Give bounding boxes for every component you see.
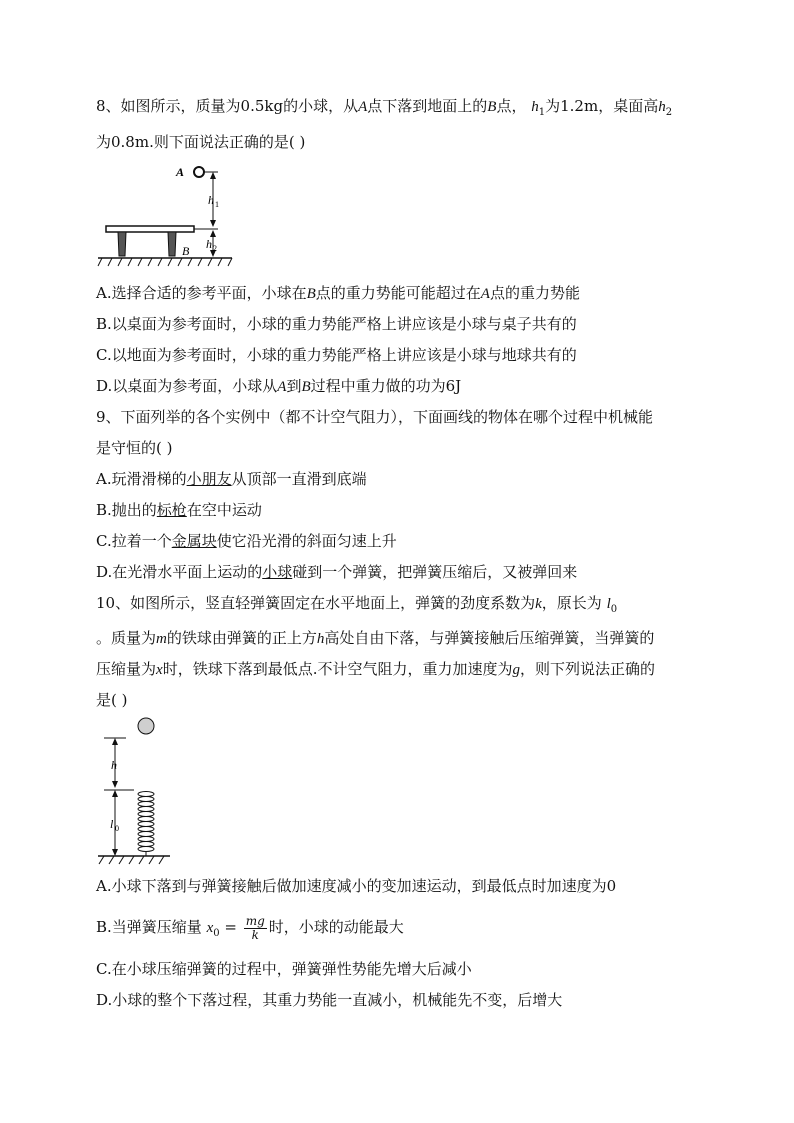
arrow-up-icon: [112, 738, 118, 745]
q8-stem-line2: 为0.8m.则下面说法正确的是( ): [96, 133, 306, 151]
fig-label-l-sub: 0: [115, 824, 119, 833]
text: 时，铁球下落到最低点.不计空气阻力，重力加速度为: [162, 660, 513, 678]
var-A: A: [480, 286, 490, 302]
q10-option-a[interactable]: A.小球下落到与弹簧接触后做加速度减小的变加速运动，到最低点时加速度为0: [96, 877, 617, 895]
q8-option-a[interactable]: [96, 283, 580, 304]
text: 过程中重力做的功为6J: [310, 377, 462, 395]
text: B.当弹簧压缩量: [96, 918, 202, 936]
ball-icon: [194, 167, 204, 177]
q9-stem-line1: 9、下面列举的各个实例中（都不计空气阻力），下面画线的物体在哪个过程中机械能: [96, 408, 654, 426]
var-k: k: [535, 596, 542, 612]
fig-label-l: l: [110, 817, 114, 831]
q10-option-c[interactable]: C.在小球压缩弹簧的过程中，弹簧弹性势能先增大后减小: [96, 960, 472, 978]
underlined-object: 小朋友: [186, 470, 232, 488]
var-l: l: [606, 596, 611, 612]
q8-text: 点，: [496, 97, 527, 115]
var-x-sub: 0: [213, 928, 220, 939]
q8-figure: [96, 160, 246, 272]
var-h2: h: [658, 99, 666, 115]
equals-sign: =: [219, 918, 242, 936]
var-m: m: [156, 631, 167, 647]
var-B: B: [301, 379, 311, 395]
underlined-object: 金属块: [171, 532, 217, 550]
var-A: A: [358, 99, 368, 115]
text: 高处自由下落，与弹簧接触后压缩弹簧，当弹簧的: [324, 629, 655, 647]
text: 。质量为: [96, 629, 157, 647]
fig-label-h1: h: [208, 193, 214, 207]
var-l-sub: 0: [610, 604, 618, 615]
text: 点的重力势能可能超过在: [315, 284, 481, 302]
q10-stem-line4: 是( ): [96, 691, 128, 709]
underlined-object: 小球: [262, 563, 293, 581]
q8-text: 8、如图所示，质量为0.5kg的小球，从: [96, 97, 359, 115]
text: 碰到一个弹簧，把弹簧压缩后，又被弹回来: [292, 563, 578, 581]
fig-label-h1-sub: 1: [215, 200, 219, 209]
q10-figure: [96, 714, 176, 866]
q9-option-c[interactable]: [96, 531, 397, 551]
q10-option-b[interactable]: [96, 912, 404, 949]
text: 10、如图所示，竖直轻弹簧固定在水平地面上，弹簧的劲度系数为: [96, 594, 536, 612]
table-top: [106, 226, 194, 232]
q10-stem-line2: [96, 628, 654, 649]
fig-label-h2-sub: 2: [213, 244, 217, 253]
text: D.在光滑水平面上运动的: [96, 563, 263, 581]
text: B.抛出的: [96, 501, 157, 519]
var-h1: h: [531, 99, 539, 115]
q8-option-c[interactable]: C.以地面为参考面时，小球的重力势能严格上讲应该是小球与地球共有的: [96, 346, 577, 364]
arrow-up-icon: [210, 172, 216, 179]
spring-icon: [138, 792, 154, 857]
text: ，则下列说法正确的: [519, 660, 655, 678]
q8-option-d[interactable]: [96, 376, 461, 397]
var-h2-sub: 2: [665, 107, 673, 118]
table-leg-right: [168, 232, 176, 256]
q8-text: 点下落到地面上的: [367, 97, 488, 115]
text: 在空中运动: [186, 501, 262, 519]
ground-hatch: [99, 856, 164, 864]
var-h1-sub: 1: [538, 107, 546, 118]
arrow-down-icon: [112, 781, 118, 788]
fraction-mg-over-k: [244, 915, 267, 942]
fig-label-h2: h: [206, 237, 212, 251]
q9-option-b[interactable]: [96, 500, 262, 520]
underlined-object: 标枪: [156, 501, 187, 519]
q9-option-a[interactable]: [96, 469, 367, 489]
table-leg-left: [118, 232, 126, 256]
ground-hatch: [98, 258, 232, 266]
text: D.以桌面为参考面，小球从: [96, 377, 278, 395]
var-B: B: [306, 286, 316, 302]
var-x: x: [206, 920, 214, 936]
arrow-down-icon: [112, 849, 118, 856]
text: A.玩滑滑梯的: [96, 470, 187, 488]
text: A.选择合适的参考平面，小球在: [96, 284, 307, 302]
q8-option-b[interactable]: B.以桌面为参考面时，小球的重力势能严格上讲应该是小球与桌子共有的: [96, 315, 577, 333]
text: 到: [286, 377, 302, 395]
text: 的铁球由弹簧的正上方: [166, 629, 317, 647]
var-B: B: [487, 99, 497, 115]
q10-stem-line3: [96, 659, 655, 680]
arrow-up-icon: [210, 230, 216, 237]
text: C.拉着一个: [96, 532, 172, 550]
arrow-up-icon: [112, 790, 118, 797]
text: 点的重力势能: [489, 284, 580, 302]
text: 从顶部一直滑到底端: [231, 470, 367, 488]
ball-icon: [138, 718, 154, 734]
q10-stem-line1: [96, 593, 617, 620]
q9-option-d[interactable]: [96, 562, 577, 582]
fraction-numerator: mg: [245, 913, 265, 928]
fig-label-A: A: [176, 165, 185, 179]
var-h: h: [316, 631, 325, 647]
q8-stem-line1: [96, 96, 672, 123]
fig-label-h: h: [111, 758, 117, 772]
var-x: x: [156, 662, 163, 678]
text: ，原长为: [541, 594, 602, 612]
text: 压缩量为: [96, 660, 157, 678]
q8-text: 为1.2m，桌面高: [545, 97, 659, 115]
text: 时，小球的动能最大: [268, 918, 404, 936]
q9-stem-line2: 是守恒的( ): [96, 439, 173, 457]
fig-label-B: B: [182, 244, 190, 258]
fraction-denominator: k: [251, 927, 259, 942]
var-A: A: [277, 379, 287, 395]
var-g: g: [512, 662, 520, 678]
text: 使它沿光滑的斜面匀速上升: [216, 532, 397, 550]
q10-option-d[interactable]: D.小球的整个下落过程，其重力势能一直减小，机械能先不变，后增大: [96, 991, 563, 1009]
arrow-down-icon: [210, 220, 216, 227]
